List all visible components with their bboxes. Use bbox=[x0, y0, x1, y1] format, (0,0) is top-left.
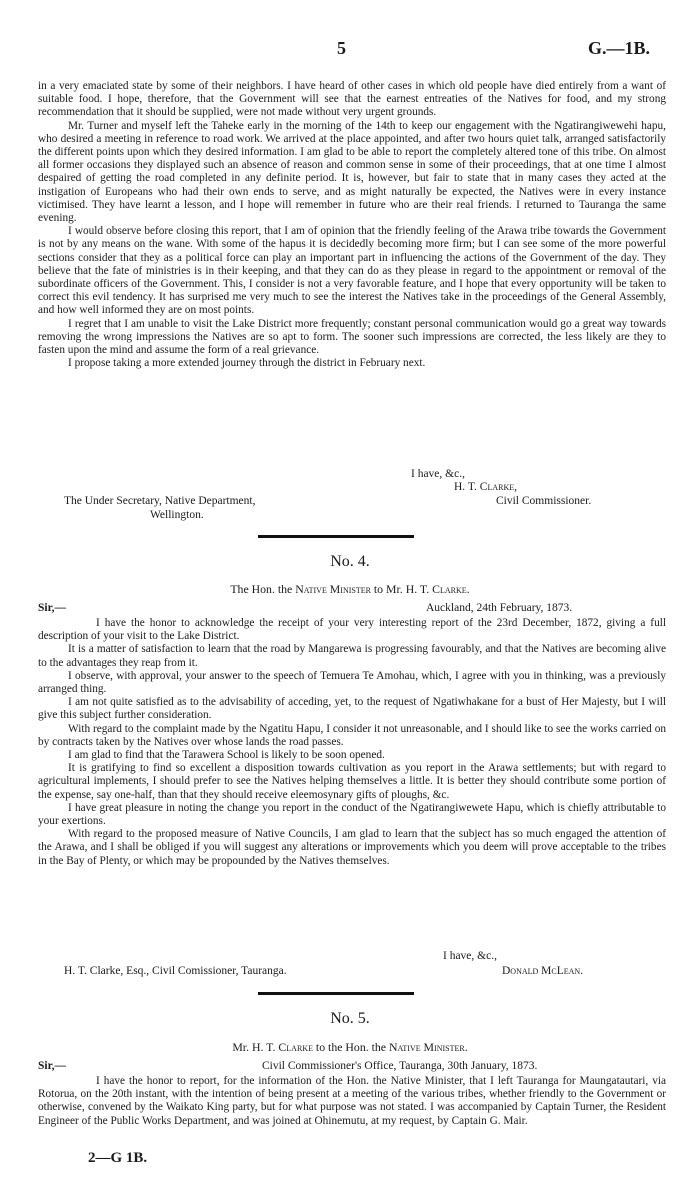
paragraph: I am glad to find that the Tarawera School is likely to be soon opened. bbox=[68, 749, 385, 762]
addressee: H. T. Clarke, Esq., Civil Comissioner, Tauranga. bbox=[64, 965, 287, 977]
letter-5-body bbox=[38, 1075, 666, 1128]
paragraph: It is a matter of satisfaction to learn that the road by Mangarewa is progressing favourably, and that the Natives are becoming alive to the advantages they reap from it. bbox=[38, 643, 666, 669]
signer-name: Donald McLean. bbox=[502, 965, 584, 977]
letter-3-continuation bbox=[38, 80, 666, 370]
paragraph: I am not quite satisfied as to the advisability of acceding, yet, to the request of Ngatiwhakane for a bust of Her Majesty, but I will give this subject further consideration. bbox=[38, 696, 666, 722]
paragraph: With regard to the complaint made by the Ngatitu Hapu, I consider it not unreasonable, and I should like to see the works carried on by contracts taken by the Natives over whose lands the road passes. bbox=[38, 722, 666, 748]
letter-4-date: Auckland, 24th February, 1873. bbox=[426, 602, 573, 614]
paragraph: I regret that I am unable to visit the Lake District more frequently; constant personal communication would go a great way towards removing the wrong impressions the Natives are so apt to form. The sooner such impressions are corrected, the less likely are they to fasten upon the mind and assume the form of a real grievance. bbox=[38, 317, 666, 357]
letter-4-salutation: Sir,— bbox=[38, 602, 67, 614]
signer-title: Civil Commissioner. bbox=[496, 495, 592, 507]
letter-4-title: The Hon. the Native Minister to Mr. H. T. Clarke. bbox=[230, 582, 470, 596]
letter-4-number: No. 4. bbox=[330, 553, 370, 570]
paragraph: I propose taking a more extended journey through the district in February next. bbox=[68, 357, 426, 370]
letter-4-body bbox=[38, 617, 666, 868]
paragraph: in a very emaciated state by some of their neighbors. I have heard of other cases in which old people have died entirely from a want of suitable food. I hope, therefore, that the Government will see that the earnest entreaties of the Natives for food, and my strong recommendation that it should be supplied, were not made without very urgent grounds. bbox=[38, 80, 666, 119]
paragraph: I have the honor to report, for the information of the Hon. the Native Minister, that I left Tauranga for Maungatautari, via Rotorua, on the 20th instant, with the intention of being present at a meeting of the various tribes, whether friendly to the Government or otherwise, convened by the Waikato King party, but for what purpose was not stated. I was accompanied by Captain Turner, the Resident Engineer of the Public Works Department, and was joined at Ohinemutu, at my request, by Captain G. Mair. bbox=[38, 1075, 666, 1127]
printer-signature-mark: 2—G 1B. bbox=[88, 1150, 148, 1166]
letter-5-title: Mr. H. T. Clarke to the Hon. the Native Minister. bbox=[232, 1040, 468, 1054]
paragraph: I observe, with approval, your answer to the speech of Temuera Te Amohau, which, I agree with you in thinking, was a previously arranged thing. bbox=[38, 669, 666, 696]
closing-phrase: I have, &c., bbox=[411, 468, 465, 480]
paragraph: With regard to the proposed measure of Native Councils, I am glad to learn that the subject has so much engaged the attention of the Arawa, and I shall be obliged if you will suggest any alterations or improvements which you deem will prove acceptable to the tribes in the Bay of Plenty, or which may be propounded by the Natives themselves. bbox=[38, 828, 666, 867]
letter-5-date: Civil Commissioner's Office, Tauranga, 30th January, 1873. bbox=[262, 1060, 538, 1072]
paragraph: It is gratifying to find so excellent a disposition towards cultivation as you report in the Arawa settlements; but with regard to agricultural implements, I should prefer to see the Natives helping themselves a little. It is better they should contribute some portion of the expense, say one-half, than that they should receive eleemosynary gifts of ploughs, &c. bbox=[38, 762, 666, 801]
letter-5-salutation: Sir,— bbox=[38, 1060, 67, 1072]
page-number: 5 bbox=[337, 38, 346, 58]
paragraph: I have the honor to acknowledge the receipt of your very interesting report of the 23rd December, 1872, giving a full description of your visit to the Lake District. bbox=[38, 617, 666, 643]
addressee-line-2: Wellington. bbox=[150, 509, 204, 521]
paragraph: I have great pleasure in noting the change you report in the conduct of the Ngatirangiwewete Hapu, which is chiefly attributable to your exertions. bbox=[38, 801, 666, 828]
section-divider bbox=[258, 992, 414, 995]
letter-5-number: No. 5. bbox=[330, 1010, 370, 1027]
closing-phrase: I have, &c., bbox=[443, 950, 497, 962]
paragraph: I would observe before closing this report, that I am of opinion that the friendly feeling of the Arawa tribe towards the Government is not by any means on the wane. With some of the hapus it is decidedly becoming more firm; but I can see some of the more powerful sections consider that they as a political force can play an important part in influencing the actions of the Government of the day. They believe that the fate of ministries is in their keeping, and that they can do as they please in regard to the appointment or removal of the subordinate officers of the Government. This, I consider is not a very favorable feature, and I hope that every opportunity will be taken to correct this evil tendency. It has surprised me very much to see the interest the Natives take in the proceedings of the General Assembly, and how well informed they are on most points. bbox=[38, 225, 666, 317]
addressee-line-1: The Under Secretary, Native Department, bbox=[64, 495, 256, 507]
section-divider bbox=[258, 535, 414, 538]
document-reference: G.—1B. bbox=[587, 38, 650, 58]
paragraph: Mr. Turner and myself left the Taheke early in the morning of the 14th to keep our engagement with the Ngatirangiwewehi hapu, who desired a meeting in reference to road work. We arrived at the place appointed, and after two hours quiet talk, arranged satisfactorily the different points upon which they desired information. I am glad to be able to report the completely altered tone of this tribe. On almost all former occasions they displayed such an absence of reason and common sense in some of their proceedings, that at one time I almost despaired of getting the road completed in any definite period. It is, however, but fair to state that in many cases they acted at the instigation of Europeans who had their own ends to serve, and as might naturally be expected, the Natives were in every instance victimised. They have learnt a lesson, and I hope will remember in future who are their real friends. I returned to Tauranga the same evening. bbox=[38, 119, 666, 225]
signer-name: H. T. Clarke, bbox=[454, 481, 517, 493]
